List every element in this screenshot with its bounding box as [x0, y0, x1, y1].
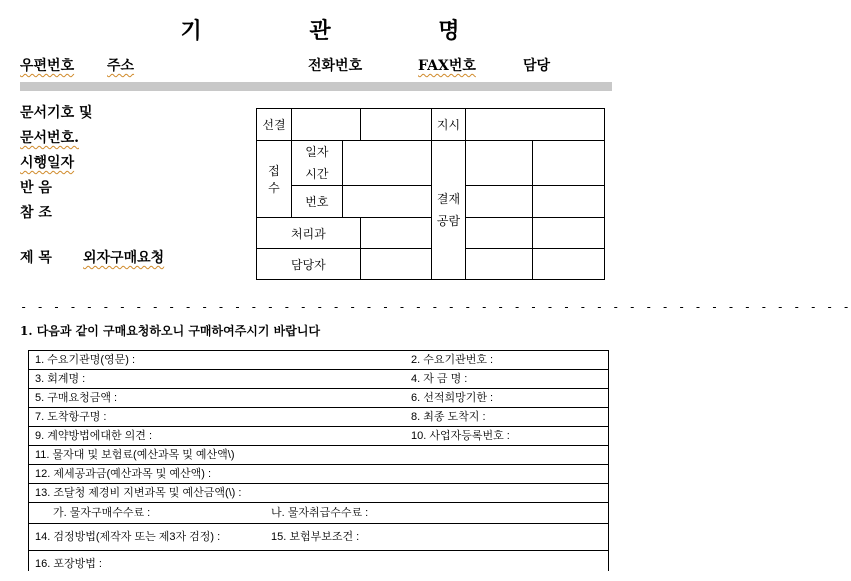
cut-line: - - - - - - - - - - - - - - - - - - - - - - - - - - - - - - - - - - - - - - - - - - - - - - - - - - - [20, 300, 851, 314]
blank-cell [360, 218, 431, 249]
form-field-label: 12. 제세공과금(예산과목 및 예산액) : [35, 468, 212, 480]
form-field-label: 가. 물자구매수수료 : [53, 507, 151, 519]
approval-box [256, 108, 605, 280]
blank-cell [342, 186, 431, 218]
request-form [28, 350, 609, 571]
recipient-label: 반 음 [20, 180, 52, 196]
form-field-label: 5. 구매요청금액 : [35, 392, 118, 404]
form-field-label: 1. 수요기관명(영문) : [35, 354, 136, 366]
blank-cell [342, 141, 431, 186]
form-row [29, 389, 608, 408]
form-row [29, 465, 608, 484]
subject-value: 외자구매요청 [83, 250, 165, 266]
blank-cell [466, 218, 533, 249]
form-row [29, 370, 608, 389]
page-title: 기 관 명 [180, 18, 510, 44]
blank-cell [466, 141, 533, 186]
contact-label: 담당 [523, 58, 551, 74]
form-field-label: 8. 최종 도착지 : [411, 411, 486, 423]
blank-cell [533, 141, 605, 186]
form-field-label: 10. 사업자등록번호 : [411, 430, 510, 442]
doc-code-label: 문서기호 및 [20, 105, 93, 121]
date-label: 일자 [305, 145, 329, 159]
header-divider [20, 82, 612, 91]
form-row [29, 484, 608, 503]
instruct-cell: 지시 [431, 109, 466, 141]
address-label: 주소 [107, 58, 135, 74]
blank-cell [533, 186, 605, 218]
blank-cell [466, 186, 533, 218]
subject-label: 제 목 [20, 250, 52, 266]
form-row [29, 503, 608, 524]
blank-cell [360, 249, 431, 280]
blank-cell [466, 249, 533, 280]
blank-cell [291, 109, 360, 141]
form-field-label: 13. 조달청 제경비 지변과목 및 예산금액(\) : [35, 487, 242, 499]
form-field-label: 2. 수요기관번호 : [411, 354, 494, 366]
form-field-label: 11. 물자대 및 보험료(예산과목 및 예산액\) [35, 449, 235, 461]
form-row [29, 408, 608, 427]
form-field-label: 9. 계약방법에대한 의견 : [35, 430, 153, 442]
form-field-label: 15. 보험부보조건 : [271, 531, 360, 543]
person-cell: 담당자 [257, 249, 361, 280]
circulate-cell: 선결 [257, 109, 292, 141]
number-cell: 번호 [291, 186, 342, 218]
form-field-label: 나. 물자취급수수료 : [271, 507, 369, 519]
blank-cell [533, 249, 605, 280]
time-label: 시간 [305, 167, 329, 181]
postal-label: 우편번호 [20, 58, 75, 74]
form-field-label: 16. 포장방법 : [35, 558, 102, 570]
receipt-cell: 접 수 [257, 141, 292, 218]
form-field-label: 7. 도착항구명 : [35, 411, 107, 423]
date-time-cell [291, 141, 342, 186]
form-field-label: 4. 자 금 명 : [411, 373, 468, 385]
phone-label: 전화번호 [308, 58, 363, 74]
blank-cell [360, 109, 431, 141]
fax-label: FAX번호 [418, 58, 476, 74]
doc-number-label: 문서번호. [20, 130, 79, 146]
enforce-date-label: 시행일자 [20, 155, 75, 171]
form-row [29, 427, 608, 446]
form-field-label: 6. 선적희망기한 : [411, 392, 494, 404]
blank-cell [533, 218, 605, 249]
form-row [29, 351, 608, 370]
approve-cell: 결재 공람 [431, 141, 466, 280]
blank-cell [466, 109, 605, 141]
reference-label: 참 조 [20, 205, 52, 221]
form-row [29, 446, 608, 465]
form-field-label: 14. 검정방법(제작자 또는 제3자 검정) : [35, 531, 221, 543]
form-row [29, 551, 608, 571]
instruction-text: 1. 다음과 같이 구매요청하오니 구매하여주시기 바랍니다 [20, 324, 321, 338]
form-row [29, 524, 608, 551]
form-field-label: 3. 회계명 : [35, 373, 86, 385]
dept-cell: 처리과 [257, 218, 361, 249]
